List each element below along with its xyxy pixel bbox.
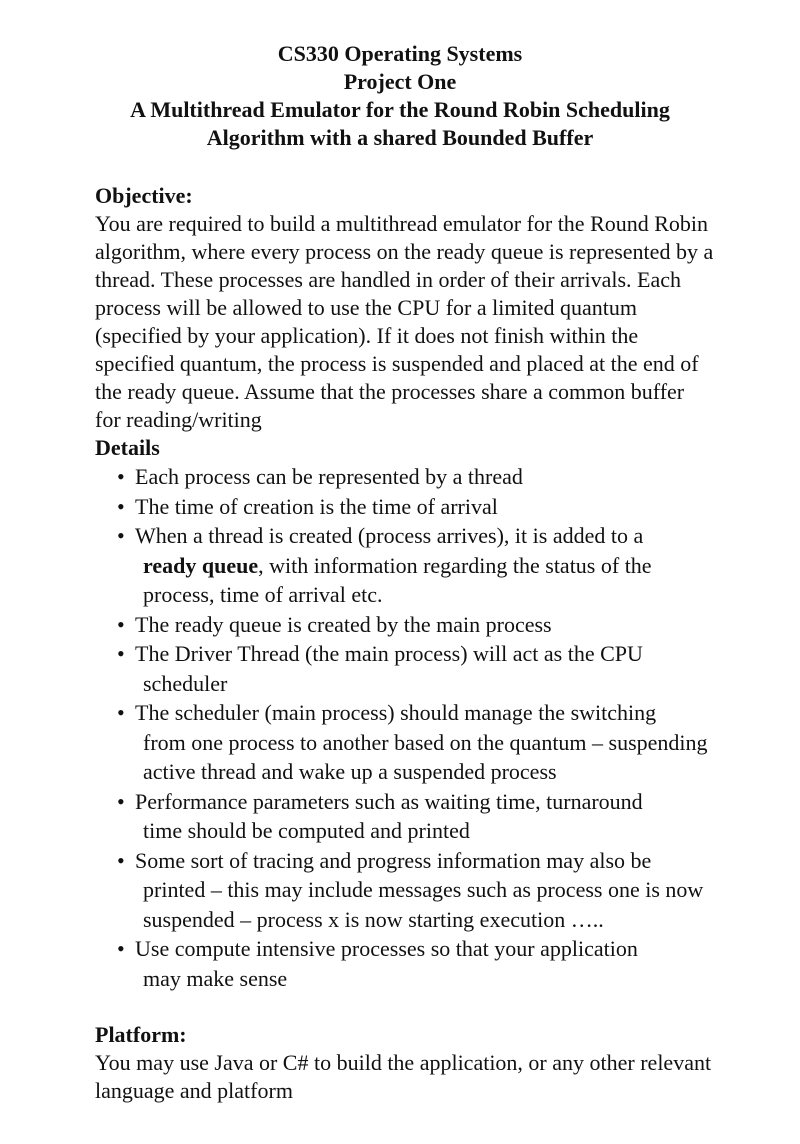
list-item-text: Each process can be represented by a thread (135, 464, 523, 489)
list-item-text: When a thread is created (process arrives), it is added to a (135, 523, 644, 548)
project-title: Project One (343, 69, 457, 94)
list-item-continuation: time should be computed and printed (143, 818, 470, 843)
list-item-text: The Driver Thread (the main process) will act as the CPU (135, 641, 643, 666)
ready-queue-term: ready queue (143, 552, 259, 578)
list-item-continuation: scheduler (143, 670, 228, 696)
list-item (95, 934, 715, 993)
list-item-text: The ready queue is created by the main process (135, 611, 552, 637)
details-heading: Details (95, 435, 160, 460)
list-item (95, 639, 715, 698)
project-subtitle-line-2: Algorithm with a shared Bounded Buffer (206, 125, 594, 150)
list-item (95, 698, 715, 787)
list-item-continuation: printed – this may include messages such as process one is now suspended – process x is now starting execution ….. (143, 877, 704, 932)
objective-heading: Objective: (95, 183, 193, 208)
list-item-continuation (135, 551, 715, 610)
course-title: CS330 Operating Systems (277, 41, 523, 66)
list-item (95, 787, 715, 846)
document-title (40, 40, 760, 152)
platform-text: You may use Java or C# to build the application, or any other relevant language and platform (95, 1050, 712, 1103)
list-item (95, 492, 715, 522)
list-item (95, 462, 715, 492)
list-item-text: Performance parameters such as waiting time, turnaround (135, 788, 643, 814)
list-item-continuation-text: , with information regarding the status of the process, time of arrival etc. (143, 552, 652, 607)
list-item-text: Some sort of tracing and progress information may also be (135, 847, 652, 873)
list-item-text: The time of creation is the time of arrival (135, 493, 498, 519)
list-item-continuation: from one process to another based on the quantum – suspending active thread and wake up a suspended process (143, 729, 708, 784)
project-subtitle-line-1: A Multithread Emulator for the Round Robin Scheduling (130, 97, 670, 122)
list-item-text: Use compute intensive processes so that your application (135, 936, 638, 961)
details-list (95, 462, 760, 993)
objective-text: You are required to build a multithread emulator for the Round Robin algorithm, where every process on the ready queue is represented by a thread. These processes are handled in order of their arrivals. Each process will be allowed to use the CPU for a limited quantum (specified by your application). If it does not finish within the specified quantum, the process is suspended and placed at the end of the ready queue. Assume that the processes share a common buffer for reading/writing (95, 211, 714, 432)
list-item (95, 846, 715, 935)
list-item (95, 610, 715, 640)
list-item-text: The scheduler (main process) should manage the switching (135, 700, 657, 725)
platform-heading: Platform: (95, 1022, 187, 1047)
list-item-continuation: may make sense (143, 965, 288, 991)
list-item (95, 521, 715, 610)
